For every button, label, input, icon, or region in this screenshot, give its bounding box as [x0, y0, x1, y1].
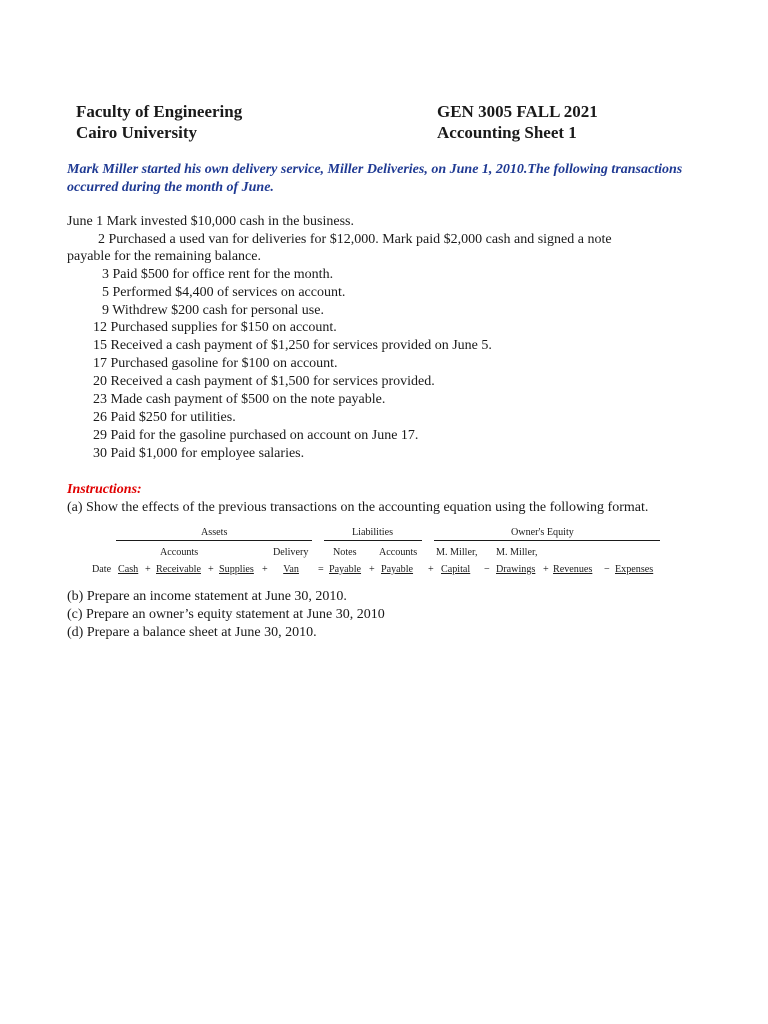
transaction-line: 3 Paid $500 for office rent for the month. [102, 267, 334, 282]
eq-revenues: Revenues [553, 563, 593, 575]
liabilities-rule [324, 540, 422, 541]
transaction-line: 29 Paid for the gasoline purchased on account on June 17. [93, 428, 419, 443]
eq-plus: + [208, 563, 214, 575]
transaction-line: 26 Paid $250 for utilities. [93, 410, 236, 425]
eq-equals: = [318, 563, 324, 575]
course-code: GEN 3005 FALL 2021 [437, 102, 598, 121]
transaction-line: 5 Performed $4,400 of services on account. [102, 285, 346, 300]
eq-plus: + [145, 563, 151, 575]
assets-heading: Assets [201, 526, 228, 538]
eq-minus: − [604, 563, 610, 575]
eq-drawings: Drawings [496, 563, 536, 575]
transaction-line: 2 Purchased a used van for deliveries for $12,000. Mark paid $2,000 cash and signed a note [98, 232, 612, 247]
liabilities-heading: Liabilities [352, 526, 394, 538]
instruction-d: (d) Prepare a balance sheet at June 30, 2010. [67, 625, 317, 640]
intro-paragraph: Mark Miller started his own delivery service, Miller Deliveries, on June 1, 2010.The following transactions occurred during the month of June. [67, 162, 683, 195]
eq-accounts-payable: Payable [381, 563, 414, 575]
transaction-line: payable for the remaining balance. [67, 249, 261, 264]
eq-top-notes: Notes [333, 546, 357, 558]
instruction-b: (b) Prepare an income statement at June 30, 2010. [67, 589, 347, 604]
transaction-line: 20 Received a cash payment of $1,500 for services provided. [93, 374, 435, 389]
transaction-line: 17 Purchased gasoline for $100 on account. [93, 356, 338, 371]
eq-minus: − [484, 563, 490, 575]
eq-capital: Capital [441, 563, 471, 575]
eq-plus: + [543, 563, 549, 575]
eq-plus: + [428, 563, 434, 575]
transaction-line: 30 Paid $1,000 for employee salaries. [93, 446, 305, 461]
assets-rule [116, 540, 312, 541]
eq-plus: + [369, 563, 375, 575]
transaction-line: 9 Withdrew $200 cash for personal use. [102, 303, 324, 318]
eq-top-delivery: Delivery [273, 546, 309, 558]
owners-equity-heading: Owner's Equity [511, 526, 574, 538]
instruction-a: (a) Show the effects of the previous transactions on the accounting equation using the following format. [67, 500, 649, 515]
eq-van: Van [283, 563, 299, 575]
eq-top-miller-drawings: M. Miller, [496, 546, 538, 558]
transaction-line: 15 Received a cash payment of $1,250 for services provided on June 5. [93, 338, 492, 353]
eq-date: Date [92, 563, 112, 575]
instructions-heading: Instructions: [67, 482, 142, 497]
eq-receivable: Receivable [156, 563, 201, 575]
faculty-name: Faculty of Engineering [76, 102, 243, 121]
transaction-line: 23 Made cash payment of $500 on the note payable. [93, 392, 386, 407]
sheet-title: Accounting Sheet 1 [437, 123, 577, 142]
university-name: Cairo University [76, 123, 198, 142]
eq-cash: Cash [118, 563, 139, 575]
eq-top-accounts-receivable: Accounts [160, 546, 199, 558]
eq-expenses: Expenses [615, 563, 654, 575]
owners-equity-rule [434, 540, 660, 541]
transaction-line: June 1 Mark invested $10,000 cash in the business. [67, 214, 354, 229]
eq-plus: + [262, 563, 268, 575]
eq-top-accounts-payable: Accounts [379, 546, 418, 558]
eq-supplies: Supplies [219, 563, 254, 575]
eq-top-miller-capital: M. Miller, [436, 546, 478, 558]
eq-notes-payable: Payable [329, 563, 362, 575]
instruction-c: (c) Prepare an owner’s equity statement at June 30, 2010 [67, 607, 385, 622]
transaction-line: 12 Purchased supplies for $150 on account. [93, 320, 337, 335]
